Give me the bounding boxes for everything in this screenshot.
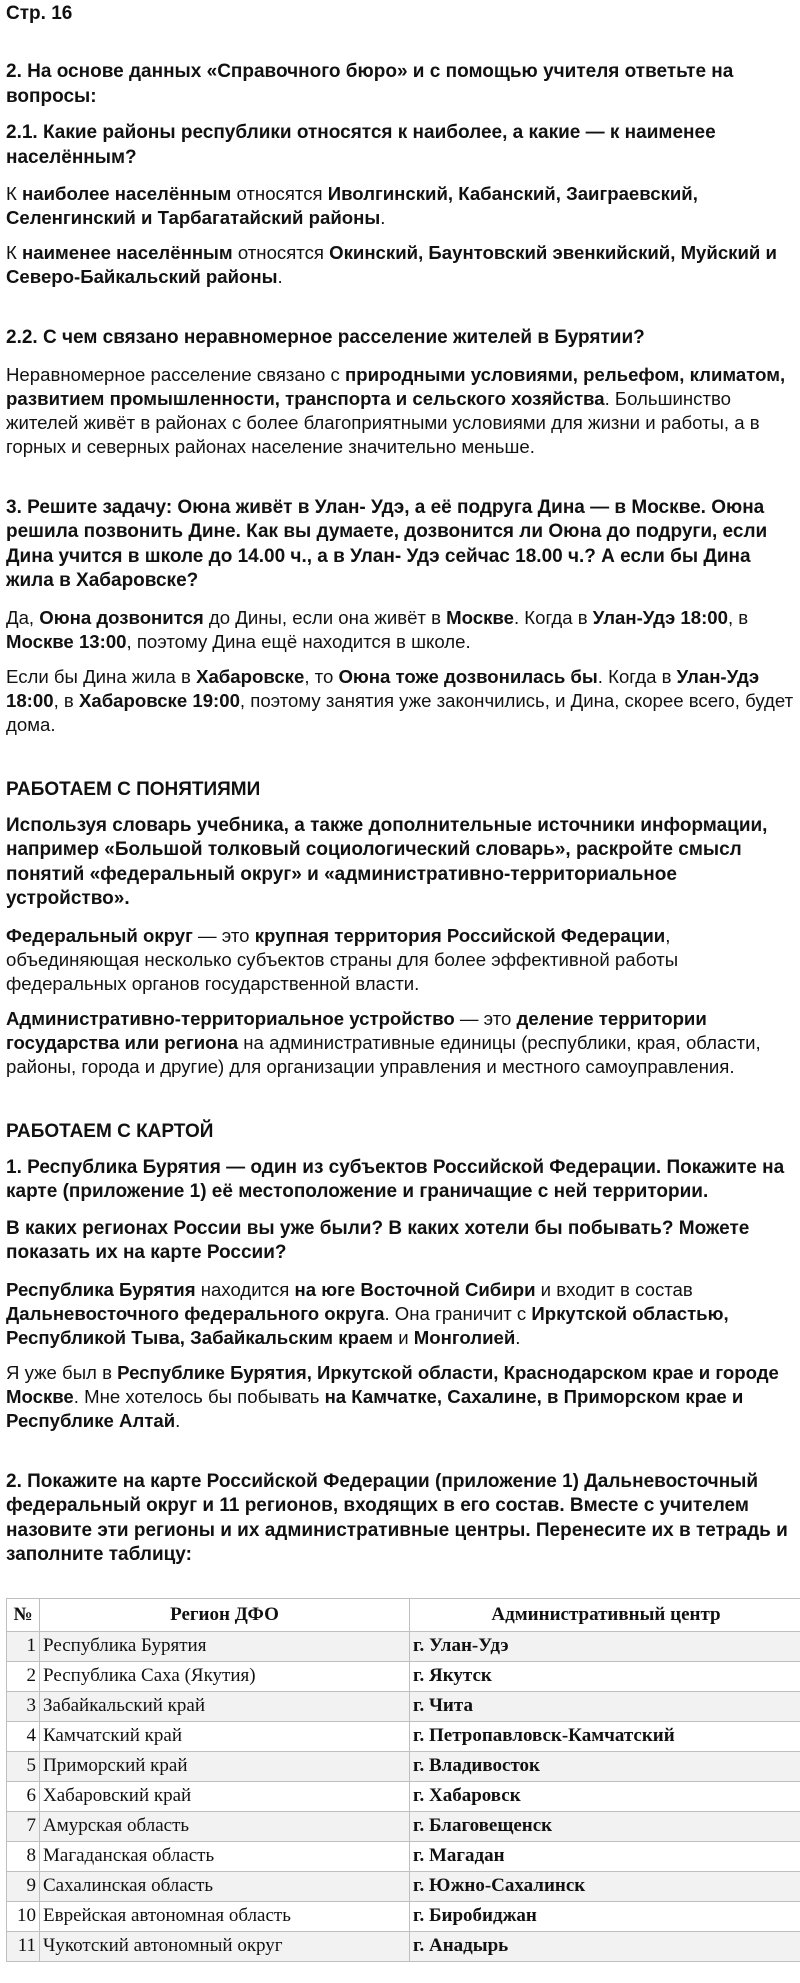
- regions-table: [6, 1598, 800, 1962]
- row-region: Забайкальский край: [40, 1691, 410, 1721]
- row-center: г. Анадырь: [410, 1931, 800, 1961]
- map-heading: РАБОТАЕМ С КАРТОЙ: [6, 1120, 214, 1142]
- table-row: [7, 1811, 800, 1841]
- text-run: К: [6, 183, 22, 204]
- text-run: относятся: [231, 183, 328, 204]
- bold-text: Оюна тоже дозвонилась бы: [338, 665, 598, 687]
- bold-text: Дальневосточного федерального округа: [6, 1302, 385, 1324]
- text-run: относятся: [232, 242, 330, 263]
- text-run: , поэтому Дина ещё находится в школе.: [126, 630, 471, 652]
- table-row: [7, 1901, 800, 1931]
- row-number: 4: [7, 1721, 40, 1751]
- bold-text: Административно-территориальное устройство: [6, 1007, 455, 1029]
- answer-2-1-most: [6, 182, 794, 230]
- row-region: Республика Бурятия: [40, 1631, 410, 1661]
- definition-admin-structure: [6, 1007, 794, 1079]
- row-center: г. Южно-Сахалинск: [410, 1871, 800, 1901]
- map-answer-buryatia: [6, 1278, 794, 1350]
- text-run: Да,: [6, 606, 40, 628]
- row-region: Чукотский автономный округ: [40, 1931, 410, 1961]
- table-row: [7, 1781, 800, 1811]
- table-row: [7, 1931, 800, 1961]
- table-body: [7, 1631, 800, 1961]
- text-run: .: [175, 1409, 181, 1431]
- text-run: . Когда в: [597, 665, 677, 687]
- question-2-title: 2. На основе данных «Справочного бюро» и с помощью учителя ответьте на вопросы:: [6, 61, 734, 107]
- text-run: . Когда в: [513, 606, 593, 628]
- row-center: г. Якутск: [410, 1661, 800, 1691]
- question-3: 3. Решите задачу: Оюна живёт в Улан- Удэ, а её подруга Дина — в Москве. Оюна решила позвонить Дине. Как вы думаете, дозвонится ли Оюна до подруги, если Дина учится в школе до 14.00 ч., а в Улан- Удэ сейчас 18.00 ч.? А если бы Дина жила в Хабаровске?: [6, 496, 768, 591]
- table-header-row: [7, 1598, 800, 1631]
- question-2-2: 2.2. С чем связано неравномерное расселение жителей в Бурятии?: [6, 327, 645, 348]
- text-run: Неравномерное расселение связано с: [6, 363, 346, 385]
- text-run: . Мне хотелось бы побывать: [73, 1385, 325, 1407]
- row-number: 5: [7, 1751, 40, 1781]
- row-region: Магаданская область: [40, 1841, 410, 1871]
- concepts-heading: РАБОТАЕМ С ПОНЯТИЯМИ: [6, 778, 261, 800]
- text-run: находится: [195, 1278, 295, 1300]
- text-run: на административные единицы (республики, края, области, районы, города и другие) для организации управления и местного самоуправления.: [6, 1031, 761, 1077]
- bold-text: Монголией: [413, 1326, 516, 1348]
- bold-text: Оюна дозвонится: [39, 606, 204, 628]
- header-number: №: [7, 1598, 40, 1631]
- text-run: , объединяющая несколько субъектов страны для более эффективной работы федеральных органов государственной власти.: [6, 924, 679, 994]
- row-number: 9: [7, 1871, 40, 1901]
- row-center: г. Хабаровск: [410, 1781, 800, 1811]
- text-run: до Дины, если она живёт в: [203, 606, 447, 628]
- question-2-1: 2.1. Какие районы республики относятся к наиболее, а какие — к наименее населённым?: [6, 122, 716, 168]
- text-run: , то: [304, 665, 339, 687]
- concepts-task: Используя словарь учебника, а также дополнительные источники информации, например «Большой толковый социологический словарь», раскройте смысл понятий «федеральный округ» и «административно-территориальное устройство».: [6, 814, 768, 909]
- bold-text: наиболее населённым: [22, 183, 232, 204]
- text-run: . Большинство жителей живёт в районах с более благоприятными условиями для жизни и работы, а в горных и северных районах население значительно меньше.: [6, 387, 760, 457]
- bold-text: Хабаровске: [196, 665, 305, 687]
- map-answer-travel: [6, 1361, 794, 1433]
- table-row: [7, 1691, 800, 1721]
- definition-federal-district: [6, 924, 794, 996]
- answer-2-2: [6, 363, 794, 459]
- bold-text: Федеральный округ: [6, 924, 193, 946]
- text-run: К: [6, 242, 22, 263]
- row-number: 8: [7, 1841, 40, 1871]
- header-center: Административный центр: [410, 1598, 800, 1631]
- answer-3-moscow: [6, 606, 794, 654]
- row-center: г. Магадан: [410, 1841, 800, 1871]
- answer-3-khabarovsk: [6, 665, 794, 737]
- text-run: , в: [727, 606, 749, 628]
- text-run: .: [380, 207, 386, 228]
- bold-text: Республика Бурятия: [6, 1278, 196, 1300]
- bold-text: крупная территория Российской Федерации: [254, 924, 666, 946]
- bold-text: природными условиями, рельефом, климатом, развитием промышленности, транспорта и сельского хозяйства: [6, 363, 786, 409]
- bold-text: Окинский, Баунтовский эвенкийский, Муйский и Северо-Байкальский районы: [6, 242, 777, 287]
- text-run: — это: [192, 924, 255, 946]
- row-number: 11: [7, 1931, 40, 1961]
- table-row: [7, 1631, 800, 1661]
- row-number: 1: [7, 1631, 40, 1661]
- row-region: Приморский край: [40, 1751, 410, 1781]
- bold-text: Москве: [446, 606, 514, 628]
- text-run: , поэтому занятия уже закончились, и Дина, скорее всего, будет дома.: [6, 689, 794, 735]
- bold-text: Иркутской областью, Республикой Тыва, Забайкальским краем: [6, 1302, 729, 1348]
- bold-text: на юге Восточной Сибири: [294, 1278, 536, 1300]
- bold-text: Улан-Удэ 18:00: [6, 665, 760, 711]
- answer-2-1-least: [6, 241, 794, 289]
- row-center: г. Улан-Удэ: [410, 1631, 800, 1661]
- bold-text: Москве 13:00: [6, 630, 127, 652]
- row-number: 6: [7, 1781, 40, 1811]
- text-run: Если бы Дина жила в: [6, 665, 197, 687]
- text-run: и: [393, 1326, 414, 1348]
- text-run: . Она граничит с: [384, 1302, 532, 1324]
- text-run: .: [515, 1326, 521, 1348]
- bold-text: Хабаровске 19:00: [78, 689, 240, 711]
- map-question-1b: В каких регионах России вы уже были? В каких хотели бы побывать? Можете показать их на карте России?: [6, 1217, 750, 1263]
- bold-text: наименее населённым: [22, 242, 233, 263]
- row-region: Еврейская автономная область: [40, 1901, 410, 1931]
- row-center: г. Владивосток: [410, 1751, 800, 1781]
- bold-text: Иволгинский, Кабанский, Заиграевский, Селенгинский и Тарбагатайский районы: [6, 183, 698, 228]
- text-run: Я уже был в: [6, 1361, 118, 1383]
- table-row: [7, 1871, 800, 1901]
- row-center: г. Благовещенск: [410, 1811, 800, 1841]
- page-number: Стр. 16: [6, 3, 73, 24]
- row-region: Республика Саха (Якутия): [40, 1661, 410, 1691]
- text-run: , в: [53, 689, 79, 711]
- row-region: Амурская область: [40, 1811, 410, 1841]
- bold-text: на Камчатке, Сахалине, в Приморском крае и Республике Алтай: [6, 1385, 744, 1431]
- row-number: 7: [7, 1811, 40, 1841]
- bold-text: Республике Бурятия, Иркутской области, Краснодарском крае и городе Москве: [6, 1361, 779, 1407]
- row-region: Камчатский край: [40, 1721, 410, 1751]
- bold-text: Улан-Удэ 18:00: [592, 606, 728, 628]
- table-row: [7, 1841, 800, 1871]
- table-row: [7, 1721, 800, 1751]
- row-center: г. Чита: [410, 1691, 800, 1721]
- map-question-2: 2. Покажите на карте Российской Федерации (приложение 1) Дальневосточный федеральный округ и 11 регионов, входящих в его состав. Вместе с учителем назовите эти регионы и их административные центры. Перенесите их в тетрадь и заполните таблицу:: [6, 1470, 788, 1565]
- header-region: Регион ДФО: [40, 1598, 410, 1631]
- bold-text: деление территории государства или региона: [6, 1007, 707, 1053]
- row-number: 2: [7, 1661, 40, 1691]
- row-number: 3: [7, 1691, 40, 1721]
- row-number: 10: [7, 1901, 40, 1931]
- text-run: .: [277, 266, 283, 287]
- row-region: Сахалинская область: [40, 1871, 410, 1901]
- text-run: — это: [454, 1007, 517, 1029]
- text-run: и входит в состав: [535, 1278, 693, 1300]
- row-center: г. Петропавловск-Камчатский: [410, 1721, 800, 1751]
- table-row: [7, 1661, 800, 1691]
- map-question-1: 1. Республика Бурятия — один из субъектов Российской Федерации. Покажите на карте (приложение 1) её местоположение и граничащие с ней территории.: [6, 1156, 785, 1202]
- row-region: Хабаровский край: [40, 1781, 410, 1811]
- row-center: г. Биробиджан: [410, 1901, 800, 1931]
- table-row: [7, 1751, 800, 1781]
